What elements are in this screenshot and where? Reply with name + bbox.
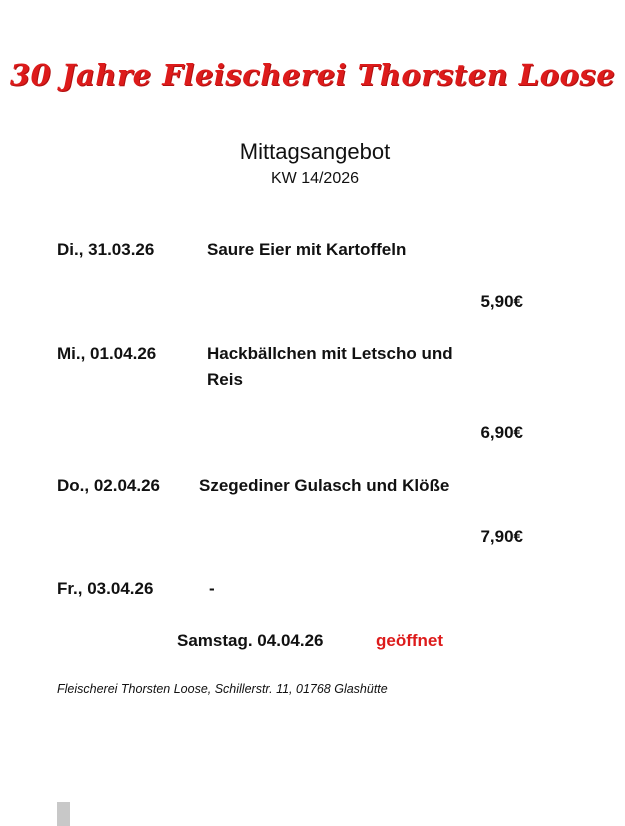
menu-price-tuesday: 5,90€ xyxy=(480,292,523,311)
menu-dish-wednesday-line2: Reis xyxy=(207,370,243,389)
saturday-status: geöffnet xyxy=(376,631,444,650)
menu-day-thursday: Do., 02.04.26 xyxy=(57,476,161,495)
menu-day-friday: Fr., 03.04.26 xyxy=(57,579,154,598)
menu-price-thursday: 7,90€ xyxy=(480,527,523,546)
page-marker xyxy=(57,802,70,826)
page-title: Mittagsangebot xyxy=(239,139,391,164)
menu-dish-tuesday: Saure Eier mit Kartoffeln xyxy=(207,240,407,259)
saturday-label: Samstag. 04.04.26 xyxy=(177,631,324,650)
menu-dish-friday: - xyxy=(209,579,215,598)
footer-address: Fleischerei Thorsten Loose, Schillerstr. 11, 01768 Glashütte xyxy=(57,682,388,696)
menu-day-tuesday: Di., 31.03.26 xyxy=(57,240,155,259)
week-label: KW 14/2026 xyxy=(270,170,360,187)
menu-price-wednesday: 6,90€ xyxy=(480,423,523,442)
banner-title: 30 Jahre Fleischerei Thorsten Loose xyxy=(9,58,616,92)
menu-day-wednesday: Mi., 01.04.26 xyxy=(57,344,157,363)
menu-dish-wednesday-line1: Hackbällchen mit Letscho und xyxy=(207,344,453,363)
menu-dish-thursday: Szegediner Gulasch und Klöße xyxy=(199,476,450,495)
